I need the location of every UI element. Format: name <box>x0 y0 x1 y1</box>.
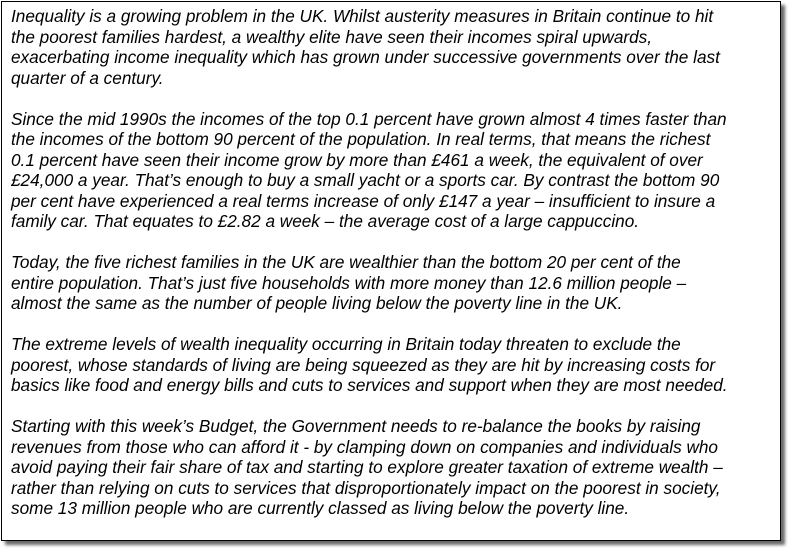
paragraph-wealth-inequality <box>11 334 781 396</box>
text-line: rather than relying on cuts to services that disproportionately impact on the poorest in society, <box>11 477 721 498</box>
text-line: quarter of a century. <box>11 67 164 88</box>
text-line: Inequality is a growing problem in the UK. Whilst austerity measures in Britain continue to hit <box>11 6 714 26</box>
text-line: the incomes of the bottom 90 percent of the population. In real terms, that means the richest <box>11 129 711 149</box>
text-line: basics like food and energy bills and cuts to services and support when they are most needed. <box>11 375 728 395</box>
text-line: The extreme levels of wealth inequality occurring in Britain today threaten to exclude the <box>11 334 681 354</box>
text-line: family car. That equates to £2.82 a week – the average cost of a large cappuccino. <box>11 211 640 231</box>
text-line: the poorest families hardest, a wealthy elite have seen their incomes spiral upwards, <box>11 26 653 47</box>
text-line: poorest, whose standards of living are being squeezed as they are hit by increasing costs for <box>11 354 716 375</box>
text-line: entire population. That’s just five households with more money than 12.6 million people – <box>11 272 687 293</box>
text-line: per cent have experienced a real terms increase of only £147 a year – insufficient to insure a <box>11 190 716 211</box>
text-line: Today, the five richest families in the UK are wealthier than the bottom 20 per cent of the <box>11 252 681 272</box>
text-line: exacerbating income inequality which has grown under successive governments over the last <box>11 47 720 67</box>
text-line: £24,000 a year. That’s enough to buy a small yacht or a sports car. By contrast the bottom 90 <box>11 170 720 190</box>
text-line: avoid paying their fair share of tax and starting to explore greater taxation of extreme wealth – <box>11 457 723 477</box>
paragraph-income-growth <box>11 109 781 232</box>
text-line: Since the mid 1990s the incomes of the top 0.1 percent have grown almost 4 times faster than <box>11 108 727 129</box>
paragraph-richest-families <box>11 252 781 314</box>
text-line: some 13 million people who are currently classed as living below the poverty line. <box>11 498 630 518</box>
text-line: almost the same as the number of people living below the poverty line in the UK. <box>11 293 623 313</box>
paragraph-inequality-intro <box>11 6 781 88</box>
text-box-frame <box>1 1 781 541</box>
document-body <box>11 6 781 539</box>
text-line: revenues from those who can afford it - by clamping down on companies and individuals who <box>11 436 718 457</box>
text-line: Starting with this week’s Budget, the Government needs to re-balance the books by raising <box>11 416 701 436</box>
text-line: 0.1 percent have seen their income grow by more than £461 a week, the equivalent of over <box>11 149 703 170</box>
paragraph-budget-call <box>11 416 781 519</box>
